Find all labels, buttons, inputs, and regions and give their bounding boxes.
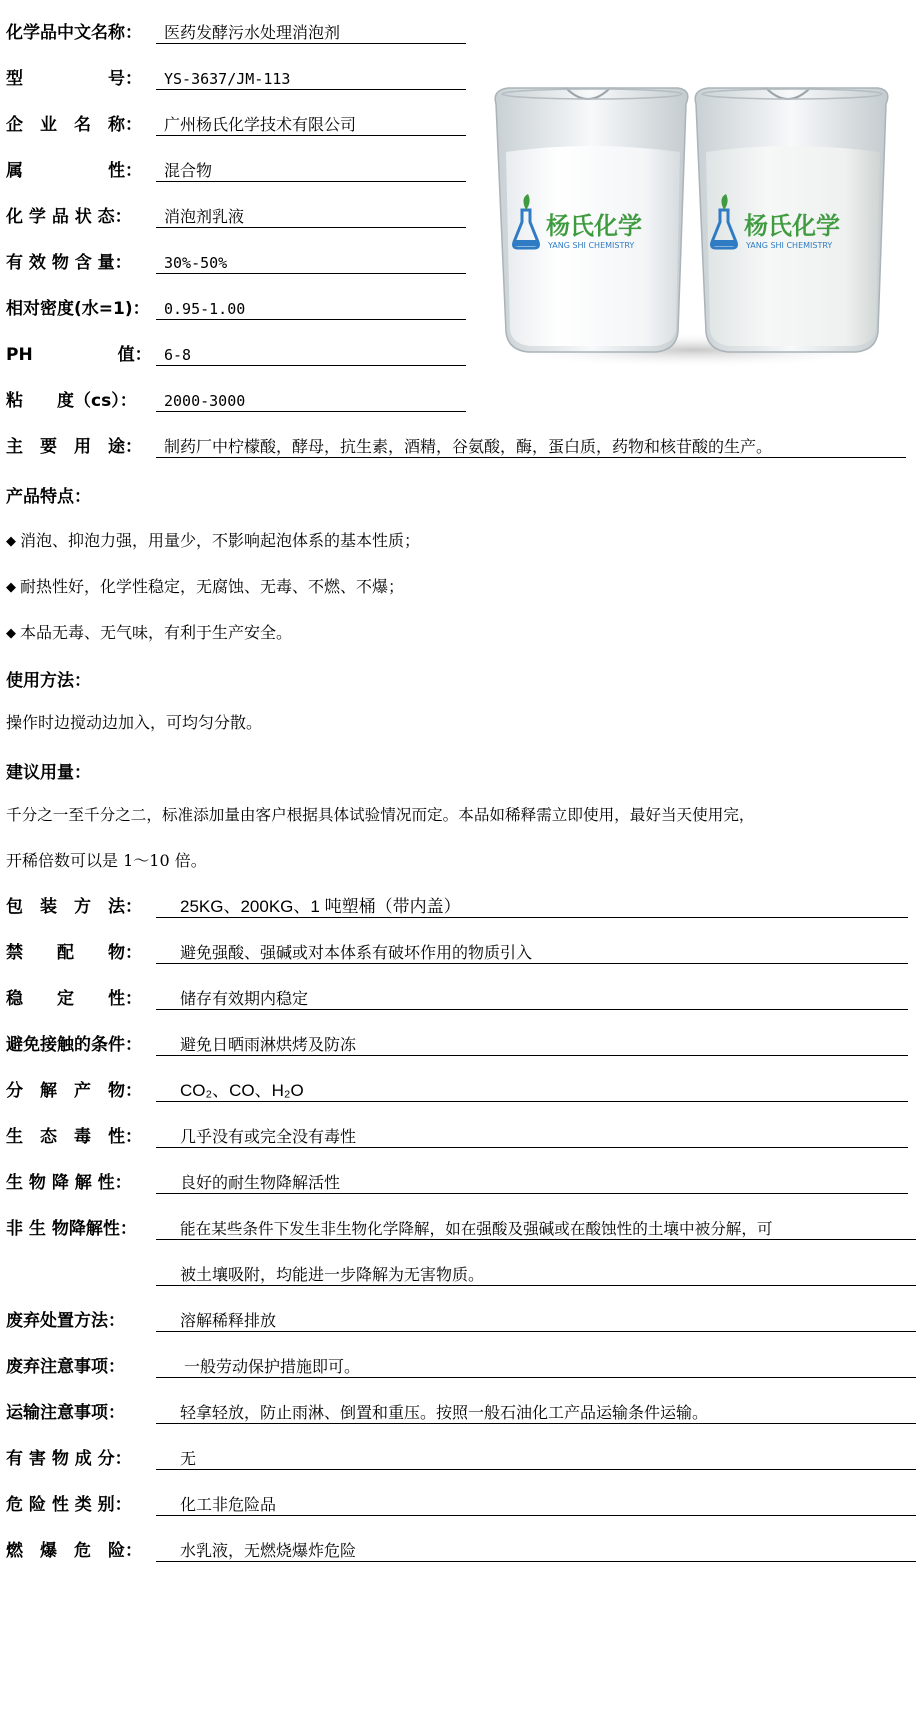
- field-label: 稳 定 性：: [6, 989, 142, 1009]
- field-label: 危 险 性 类 别：: [6, 1495, 132, 1515]
- field-state: [6, 206, 245, 228]
- field-value: 消泡剂乳液: [156, 206, 466, 228]
- field-label: 粘 度（cs）：: [6, 391, 137, 411]
- features-heading: 产品特点：: [6, 487, 91, 507]
- field-eco-toxicity: [6, 1126, 357, 1148]
- field-value: 广州杨氏化学技术有限公司: [156, 114, 466, 136]
- feature-text: 耐热性好，化学性稳定，无腐蚀、无毒、不燃、不爆；: [20, 577, 405, 596]
- field-value: 无: [156, 1448, 916, 1470]
- diamond-bullet-icon: ◆: [6, 580, 16, 595]
- field-value: 轻拿轻放，防止雨淋、倒置和重压。按照一般石油化工产品运输条件运输。: [156, 1402, 916, 1424]
- field-value: 被土壤吸附，均能进一步降解为无害物质。: [156, 1264, 916, 1286]
- field-label: 生 物 降 解 性：: [6, 1173, 132, 1193]
- field-hazardous-components: [6, 1448, 197, 1470]
- dosage-text-line1: 千分之一至千分之二，标准添加量由客户根据具体试验情况而定。本品如稀释需立即使用，最好当天使用完，: [6, 806, 755, 824]
- field-decomposition: [6, 1080, 304, 1102]
- field-label: 相对密度(水=1)：: [6, 299, 150, 319]
- field-disposal-method: [6, 1310, 277, 1332]
- field-label: 化学品中文名称：: [6, 23, 142, 43]
- field-value: 医药发酵污水处理消泡剂: [156, 22, 466, 44]
- brand-text-cn: 杨氏化学: [744, 212, 840, 240]
- left-beaker: [495, 88, 688, 352]
- field-label: 禁 配 物：: [6, 943, 142, 963]
- field-value: 几乎没有或完全没有毒性: [156, 1126, 908, 1148]
- field-ph: [6, 344, 192, 366]
- field-transport-notes: [6, 1402, 709, 1424]
- field-label: 化 学 品 状 态：: [6, 207, 132, 227]
- field-incompatible: [6, 942, 533, 964]
- field-chemical-name: [6, 22, 341, 44]
- beakers-image: [488, 82, 900, 374]
- brand-text-en: YANG SHI CHEMISTRY: [746, 241, 833, 250]
- field-stability: [6, 988, 309, 1010]
- field-value: 30%-50%: [156, 252, 466, 274]
- field-value: CO₂、CO、H₂O: [156, 1080, 908, 1102]
- dosage-heading: 建议用量：: [6, 763, 91, 783]
- field-biodegradability: [6, 1172, 341, 1194]
- field-value: 良好的耐生物降解活性: [156, 1172, 908, 1194]
- field-label: PH 值：: [6, 345, 152, 365]
- field-hazard-class: [6, 1494, 277, 1516]
- brand-text-cn: 杨氏化学: [546, 212, 642, 240]
- field-abiotic-degradation: [6, 1218, 773, 1240]
- field-label: 分 解 产 物：: [6, 1081, 142, 1101]
- product-photo: [488, 82, 900, 374]
- field-property: [6, 160, 213, 182]
- feature-item: [6, 620, 292, 643]
- field-value: 制药厂中柠檬酸，酵母，抗生素，酒精，谷氨酸，酶，蛋白质，药物和核苷酸的生产。: [156, 436, 906, 458]
- field-label: 运输注意事项：: [6, 1403, 125, 1423]
- field-label: 生 态 毒 性：: [6, 1127, 142, 1147]
- field-company: [6, 114, 357, 136]
- field-value: 化工非危险品: [156, 1494, 916, 1516]
- field-value: 溶解稀释排放: [156, 1310, 916, 1332]
- field-label: 包 装 方 法：: [6, 897, 142, 917]
- field-value: 水乳液，无燃烧爆炸危险: [156, 1540, 916, 1562]
- field-density: [6, 298, 246, 320]
- feature-item: [6, 574, 404, 597]
- field-label: 有 效 物 含 量：: [6, 253, 132, 273]
- right-beaker: [695, 88, 888, 352]
- usage-heading: 使用方法：: [6, 671, 91, 691]
- field-value: 2000-3000: [156, 390, 466, 412]
- field-packaging: [6, 896, 461, 918]
- field-value: 避免日晒雨淋烘烤及防冻: [156, 1034, 908, 1056]
- field-value: 混合物: [156, 160, 466, 182]
- field-avoid-conditions: [6, 1034, 357, 1056]
- field-content: [6, 252, 228, 274]
- field-label: 废弃注意事项：: [6, 1357, 125, 1377]
- brand-text-en: YANG SHI CHEMISTRY: [548, 241, 635, 250]
- field-value: 0.95-1.00: [156, 298, 466, 320]
- diamond-bullet-icon: ◆: [6, 626, 16, 641]
- field-model: [6, 68, 291, 90]
- field-value: 能在某些条件下发生非生物化学降解，如在强酸及强碱或在酸蚀性的土壤中被分解，可: [156, 1218, 916, 1240]
- field-label: 非 生 物降解性：: [6, 1219, 137, 1239]
- field-label: 避免接触的条件：: [6, 1035, 142, 1055]
- field-label: 有 害 物 成 分：: [6, 1449, 132, 1469]
- field-value: 储存有效期内稳定: [156, 988, 908, 1010]
- field-label: 属 性：: [6, 161, 142, 181]
- field-label: 废弃处置方法：: [6, 1311, 125, 1331]
- diamond-bullet-icon: ◆: [6, 534, 16, 549]
- field-fire-explosion: [6, 1540, 357, 1562]
- field-value: 一般劳动保护措施即可。: [156, 1356, 916, 1378]
- feature-item: [6, 528, 420, 551]
- usage-text: 操作时边搅动边加入，可均匀分散。: [6, 713, 263, 732]
- field-label: 主 要 用 途：: [6, 437, 142, 457]
- field-disposal-notes: [6, 1356, 361, 1378]
- field-value: 6-8: [156, 344, 466, 366]
- field-main-use: [6, 436, 773, 458]
- field-label: 企 业 名 称：: [6, 115, 142, 135]
- field-label: 型 号：: [6, 69, 142, 89]
- feature-text: 本品无毒、无气味，有利于生产安全。: [20, 623, 293, 642]
- feature-text: 消泡、抑泡力强，用量少，不影响起泡体系的基本性质；: [20, 531, 421, 550]
- field-label: 燃 爆 危 险：: [6, 1541, 142, 1561]
- field-value: 25KG、200KG、1 吨塑桶（带内盖）: [156, 896, 908, 918]
- field-value: 避免强酸、强碱或对本体系有破坏作用的物质引入: [156, 942, 908, 964]
- field-value: YS-3637/JM-113: [156, 68, 466, 90]
- field-viscosity: [6, 390, 246, 412]
- dosage-text-line2: 开稀倍数可以是 1～10 倍。: [6, 851, 207, 870]
